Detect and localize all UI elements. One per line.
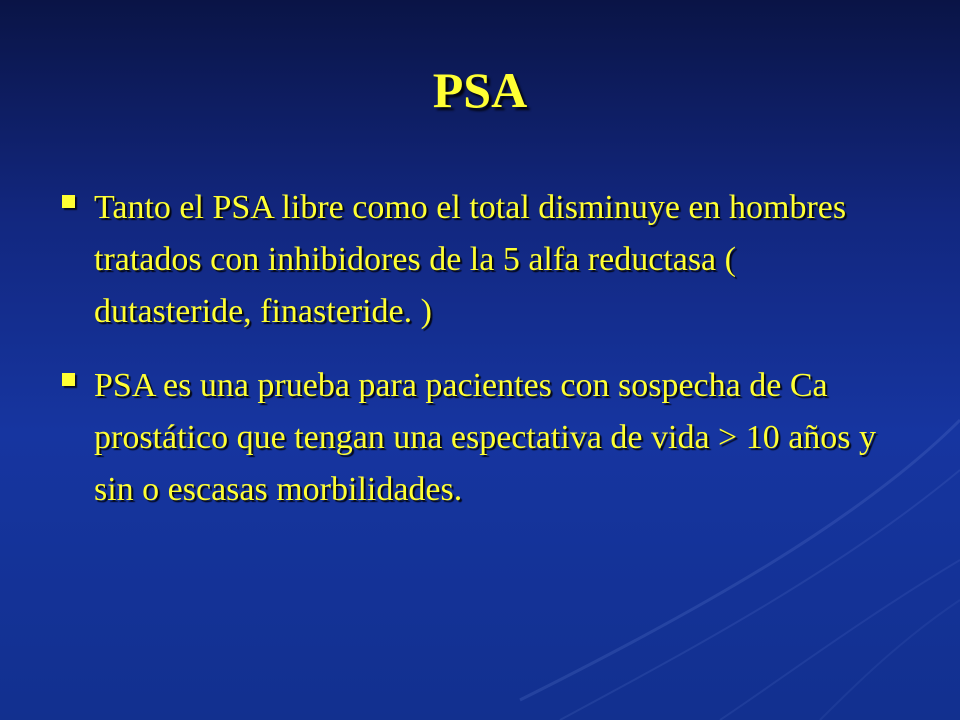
bullet-text: PSA es una prueba para pacientes con sospecha de Ca prostático que tengan una espectativa de vida > 10 años y sin o escasas morbilidades. [94,367,877,508]
bullet-list [62,182,882,538]
square-bullet-icon [62,195,75,208]
bullet-item [62,360,882,516]
bullet-text: Tanto el PSA libre como el total disminuye en hombres tratados con inhibidores de la 5 alfa reductasa ( dutasteride, finasteride. ) [94,189,847,330]
slide-title: PSA [432,62,528,118]
square-bullet-icon [62,373,75,386]
bullet-item [62,182,882,338]
